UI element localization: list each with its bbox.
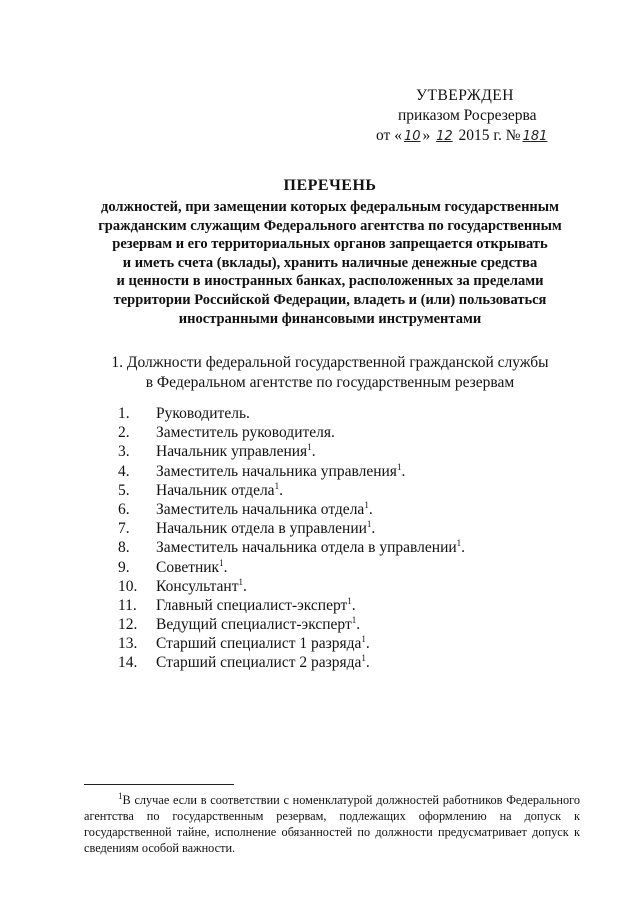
approval-title: УТВЕРЖДЕН: [416, 87, 514, 104]
item-text: Заместитель начальника отдела в управлении: [156, 539, 457, 557]
item-text: Старший специалист 2 разряда: [156, 654, 362, 672]
item-text: Старший специалист 1 разряда: [156, 635, 362, 653]
footnote-ref: 1: [396, 461, 402, 472]
item-number: 7.: [118, 520, 130, 538]
date-prefix: от «: [376, 127, 402, 144]
item-number: 2.: [118, 424, 130, 442]
date-day-handwritten: 10: [403, 129, 421, 144]
item-text: Заместитель начальника отдела: [156, 500, 365, 518]
item-number: 11.: [118, 596, 137, 614]
item-number: 1.: [118, 405, 130, 422]
item-number: 6.: [118, 500, 130, 518]
item-number: 3.: [118, 443, 130, 461]
footnote-mark: 1: [118, 790, 123, 801]
footnote-ref: 1: [219, 557, 224, 568]
item-text: Начальник отдела: [156, 481, 275, 499]
section-heading: [60, 353, 600, 392]
item-text: Начальник управления: [156, 443, 308, 461]
date-mid: »: [422, 127, 435, 144]
item-text: Руководитель.: [156, 405, 250, 422]
item-number: 12.: [118, 616, 138, 634]
item-text: Советник: [156, 558, 220, 576]
approval-date: [376, 126, 596, 147]
heading-title: ПЕРЕЧЕНЬ: [283, 177, 377, 194]
item-end: .: [223, 558, 228, 576]
item-end: .: [311, 443, 316, 461]
positions-list: [118, 404, 598, 673]
item-end: .: [279, 481, 283, 499]
heading-line: иностранными финансовыми инструментами: [178, 310, 482, 327]
item-end: .: [356, 616, 361, 634]
footnote-ref: 1: [307, 442, 312, 453]
section-line: в Федеральном агентстве по государственным резервам: [145, 373, 515, 391]
list-item: [118, 442, 598, 461]
order-number-handwritten: 181: [522, 129, 548, 144]
item-number: 13.: [118, 635, 138, 653]
footnote-ref: 1: [347, 595, 352, 606]
footnote-ref: 1: [351, 614, 357, 625]
list-item: [118, 519, 598, 538]
heading-line: и ценности в иностранных банках, расположенных за пределами: [116, 273, 544, 290]
list-item: [118, 653, 598, 672]
footnote-ref: 1: [364, 499, 369, 510]
approval-order: приказом Росрезерва: [398, 107, 537, 124]
heading-line: территории Российской Федерации, владеть и (или) пользоваться: [113, 291, 547, 308]
date-year: 2015 г. №: [454, 127, 521, 144]
item-text: Заместитель руководителя.: [156, 424, 335, 442]
footnote-ref: 1: [361, 634, 366, 645]
list-item: [118, 462, 598, 481]
item-number: 5.: [118, 481, 130, 499]
item-number: 10.: [118, 577, 138, 595]
section-line: 1. Должности федеральной государственной гражданской службы: [111, 354, 549, 371]
footnote-ref: 1: [274, 480, 280, 491]
item-text: Главный специалист-эксперт: [156, 596, 348, 614]
approval-block: [376, 86, 596, 147]
item-end: .: [368, 500, 373, 518]
list-item: [118, 500, 598, 519]
list-item: [118, 538, 598, 557]
footnote: [84, 792, 580, 856]
item-end: .: [401, 462, 406, 480]
footnote-ref: 1: [238, 576, 243, 587]
item-end: .: [365, 654, 370, 672]
list-item: [118, 577, 598, 596]
heading-line: должностей, при замещении которых федеральным государственным: [101, 199, 559, 215]
item-end: .: [351, 596, 356, 614]
list-item: [118, 634, 598, 653]
item-number: 9.: [118, 558, 130, 576]
item-number: 4.: [118, 462, 130, 480]
item-end: .: [365, 635, 370, 653]
list-item: [118, 404, 598, 423]
heading-line: и иметь счета (вклады), хранить наличные денежные средства: [122, 254, 538, 271]
date-month-handwritten: 12: [436, 129, 453, 144]
footnote-text: В случае если в соответствии с номенклатурой должностей работников Федерального агентства по государственным резервам, подлежащих оформлению на допуск к государственной тайне, исполнение обязанностей по должности предусматривает допуск к сведениям особой важности.: [84, 793, 580, 855]
heading-line: гражданским служащим Федерального агентства по государственным: [98, 217, 562, 234]
item-end: .: [242, 577, 247, 595]
list-item: [118, 481, 598, 500]
item-text: Ведущий специалист-эксперт: [156, 616, 352, 634]
heading-line: резервам и его территориальных органов запрещается открывать: [112, 236, 548, 253]
list-item: [118, 615, 598, 634]
list-item: [118, 596, 598, 615]
item-text: Консультант: [156, 577, 239, 595]
footnote-divider: [84, 784, 234, 785]
item-text: Начальник отдела в управлении: [156, 520, 367, 538]
document-heading: [60, 176, 600, 328]
item-end: .: [461, 539, 466, 557]
list-item: [118, 558, 598, 577]
item-text: Заместитель начальника управления: [156, 462, 397, 480]
list-item: [118, 423, 598, 442]
item-end: .: [371, 520, 376, 538]
footnote-ref: 1: [366, 518, 372, 529]
item-number: 8.: [118, 539, 130, 557]
footnote-ref: 1: [456, 538, 462, 549]
footnote-ref: 1: [361, 653, 366, 664]
item-number: 14.: [118, 654, 138, 672]
